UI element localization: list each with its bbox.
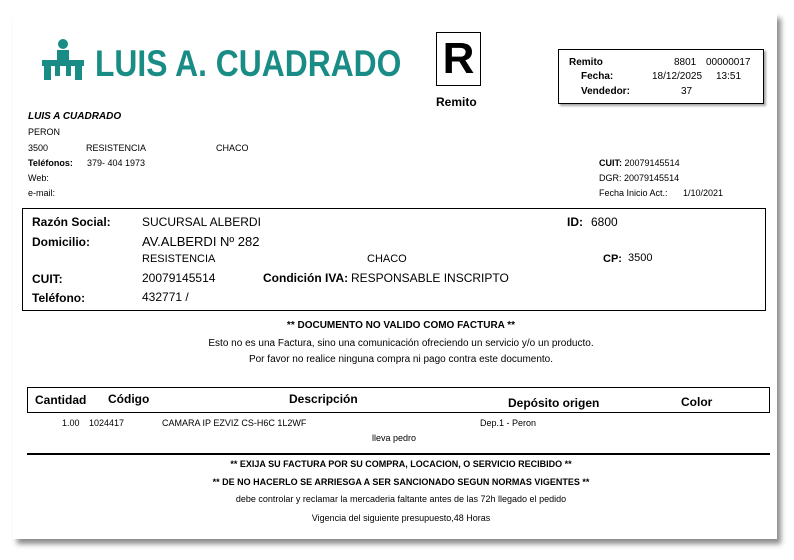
company-city: RESISTENCIA: [86, 143, 147, 153]
company-province: CHACO: [216, 143, 249, 153]
header-deposito: Depósito origen: [508, 396, 600, 410]
row-descripcion: CAMARA IP EZVIZ CS-H6C 1L2WF: [162, 418, 307, 428]
company-logo-text: LUIS A. CUADRADO: [95, 43, 402, 84]
notice-line-3: Por favor no realice ninguna compra ni pago contra este documento.: [248, 354, 554, 365]
remito-label: Remito: [569, 57, 603, 68]
client-cuit-label: CUIT:: [32, 272, 63, 286]
company-postal-code: 3500: [28, 143, 49, 153]
company-street: PERON: [28, 127, 61, 137]
fecha-label: Fecha:: [581, 71, 614, 82]
row-note: lleva pedro: [372, 433, 417, 443]
client-cp: 3500: [628, 252, 653, 264]
company-start-date: 1/10/2021: [683, 188, 724, 198]
document-sheet: [13, 13, 777, 539]
remito-point-of-sale: 8801: [674, 57, 697, 68]
client-cuit: 20079145514: [142, 271, 216, 285]
footer-line-3: debe controlar y reclamar la mercaderia faltante antes de las 72h llegado el pedido: [235, 494, 567, 504]
client-province: CHACO: [367, 253, 407, 265]
remito-time: 13:51: [716, 71, 742, 82]
document-letter: R: [442, 34, 475, 83]
remito-info-box: [558, 49, 764, 104]
client-city: RESISTENCIA: [142, 253, 216, 265]
client-iva: RESPONSABLE INSCRIPTO: [351, 271, 509, 285]
client-phone: 432771 /: [142, 290, 189, 304]
footer-line-2: ** DE NO HACERLO SE ARRIESGA A SER SANCIONADO SEGUN NORMAS VIGENTES **: [212, 477, 590, 487]
company-logo-icon: [42, 38, 84, 80]
company-dgr-line: [599, 173, 679, 183]
client-cp-label: CP:: [603, 253, 622, 265]
client-id: 6800: [591, 215, 618, 229]
company-dgr-label: DGR:: [599, 173, 622, 183]
notice-line-1: ** DOCUMENTO NO VALIDO COMO FACTURA **: [286, 320, 516, 331]
header-descripcion: Descripción: [289, 392, 358, 406]
header-codigo: Código: [108, 392, 150, 406]
client-razon: SUCURSAL ALBERDI: [142, 215, 261, 229]
header-cantidad: Cantidad: [35, 393, 87, 407]
items-table-header: [27, 387, 770, 413]
company-cuit-label: CUIT:: [599, 158, 622, 168]
row-deposito: Dep.1 - Peron: [480, 418, 537, 428]
footer-line-1: ** EXIJA SU FACTURA POR SU COMPRA, LOCACION, O SERVICIO RECIBIDO **: [230, 459, 572, 469]
footer-line-4: Vigencia del siguiente presupuesto,48 Horas: [311, 513, 491, 523]
client-box: [22, 208, 766, 311]
client-iva-label: Condición IVA:: [263, 271, 349, 285]
footer-divider: [27, 453, 770, 455]
company-dgr: 20079145514: [624, 173, 680, 183]
company-name: LUIS A CUADRADO: [28, 111, 122, 122]
notice-line-2: Esto no es una Factura, sino una comunicación ofreciendo un servicio y/o un producto.: [208, 338, 594, 349]
vendedor-label: Vendedor:: [581, 86, 630, 97]
remito-date: 18/12/2025: [652, 71, 703, 82]
company-start-label: Fecha Inicio Act.:: [599, 188, 668, 198]
company-phone-label: Teléfonos:: [28, 158, 73, 168]
company-web-label: Web:: [28, 173, 49, 183]
remito-number: 00000017: [706, 57, 751, 68]
client-domicilio: AV.ALBERDI Nº 282: [142, 234, 260, 249]
client-domicilio-label: Domicilio:: [32, 235, 91, 249]
document-letter-box: [436, 32, 481, 86]
company-cuit-line: [599, 158, 680, 168]
client-razon-label: Razón Social:: [32, 215, 111, 229]
document-type-caption: Remito: [436, 95, 477, 109]
company-cuit: 20079145514: [624, 158, 680, 168]
client-phone-label: Teléfono:: [32, 291, 86, 305]
vendedor-value: 37: [681, 86, 693, 97]
client-id-label: ID:: [567, 215, 583, 229]
company-phone: 379- 404 1973: [87, 158, 146, 168]
header-color: Color: [681, 395, 713, 409]
company-email-label: e-mail:: [28, 188, 56, 198]
row-codigo: 1024417: [89, 418, 125, 428]
row-cantidad: 1.00: [62, 418, 80, 428]
